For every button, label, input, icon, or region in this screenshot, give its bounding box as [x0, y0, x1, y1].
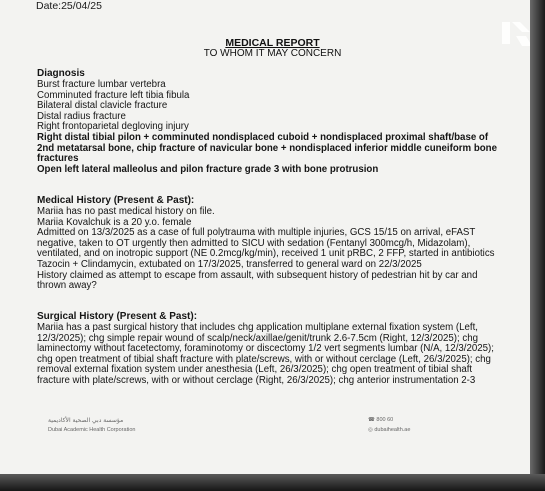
medical-history-line: negative, taken to OT urgently then admitted to SICU with sedation (Fentanyl 300mcg/h, Midazolam),: [37, 237, 471, 249]
medical-history-heading: Medical History (Present & Past):: [37, 195, 195, 206]
diagnosis-item: Burst fracture lumbar vertebra: [37, 79, 166, 90]
diagnosis-item: Distal radius fracture: [37, 110, 126, 122]
diagnosis-bold-item: Right distal tibial pilon + comminuted nondisplaced cuboid + nondisplaced proximal shaft/base of: [37, 131, 489, 143]
report-title: MEDICAL REPORT: [225, 37, 320, 49]
footer-phone-number: 800 60: [376, 417, 394, 423]
footer-phone: [368, 417, 393, 423]
surgical-history-line: 12/3/2025); chg simple repair wound of scalp/neck/axillae/genit/trunk 2.6-7.5cm (Right, 12/3/2025); chg: [37, 332, 479, 344]
medical-history-line: Tazocin + Clindamycin, extubated on 17/3/2025, transferred to general ward on 22/3/2025: [37, 258, 422, 270]
medical-history-line: ventilated, and on inotropic support (NE 0.2mcg/kg/min), received 1 unit pRBC, 2 FFP, started in antibiotics: [37, 248, 495, 260]
footer-website: [368, 427, 410, 433]
medical-history-line: thrown away?: [37, 280, 97, 292]
footer-website-url: dubaihealth.ae: [374, 427, 411, 433]
surgical-history-line: chg open treatment of tibial shaft fracture with plate/screws, with or without cerclage (Left, 26/3/2025); chg: [37, 353, 491, 365]
surgical-history-line: removal external fixation system under anesthesia (Left, 26/3/2025); chg open treatment of tibial shaft: [37, 364, 473, 376]
diagnosis-bold-item: fractures: [37, 153, 79, 165]
medical-history-line: Admitted on 13/3/2025 as a case of full polytrauma with multiple injuries, GCS 15/15 on arrival, eFAST: [37, 227, 476, 239]
footer-org-arabic: مؤسسة دبي الصحية الأكاديمية: [48, 417, 124, 424]
diagnosis-item: Bilateral distal clavicle fracture: [37, 100, 168, 112]
diagnosis-item: Right frontoparietal degloving injury: [37, 121, 189, 133]
diagnosis-heading: Diagnosis: [37, 68, 85, 79]
background-edge: [530, 0, 545, 491]
diagnosis-bold-item: 2nd metatarsal bone, chip fracture of navicular bone + nondisplaced inferior middle cuneiform bone: [37, 142, 497, 154]
diagnosis-item: Comminuted fracture left tibia fibula: [37, 89, 190, 101]
surgical-history-section: [37, 311, 517, 387]
diagnosis-section: [37, 68, 517, 175]
report-date: Date:25/04/25: [36, 0, 102, 12]
medical-history-line: Mariia has no past medical history on file.: [37, 206, 215, 217]
footer-org-english: Dubai Academic Health Corporation: [48, 427, 136, 433]
surgical-history-line: fracture with plate/screws, with or without cerclage (Right, 26/3/2025); chg anterior instrumentation 2-3: [37, 374, 476, 386]
medical-history-line: History claimed as attempt to escape from assault, with subsequent history of pedestrian hit by car and: [37, 269, 478, 281]
medical-history-line: Mariia Kovalchuk is a 20 y.o. female: [37, 216, 192, 228]
diagnosis-bold-item: Open left lateral malleolus and pilon fracture grade 3 with bone protrusion: [37, 163, 379, 175]
medical-history-section: [37, 195, 517, 292]
report-subtitle: TO WHOM IT MAY CONCERN: [203, 48, 342, 59]
surgical-history-heading: Surgical History (Present & Past):: [37, 311, 198, 322]
globe-icon: ◎: [368, 427, 375, 433]
surgical-history-line: Mariia has a past surgical history that includes chg application multiplane external fixation system (Left,: [37, 322, 478, 333]
background-bottom: [0, 474, 545, 491]
phone-icon: ☎: [368, 417, 377, 423]
surgical-history-line: laminectomy without facetectomy, foraminotomy or discectomy 1/2 vert segments lumbar (N/A, 12/3/2025);: [37, 343, 494, 355]
